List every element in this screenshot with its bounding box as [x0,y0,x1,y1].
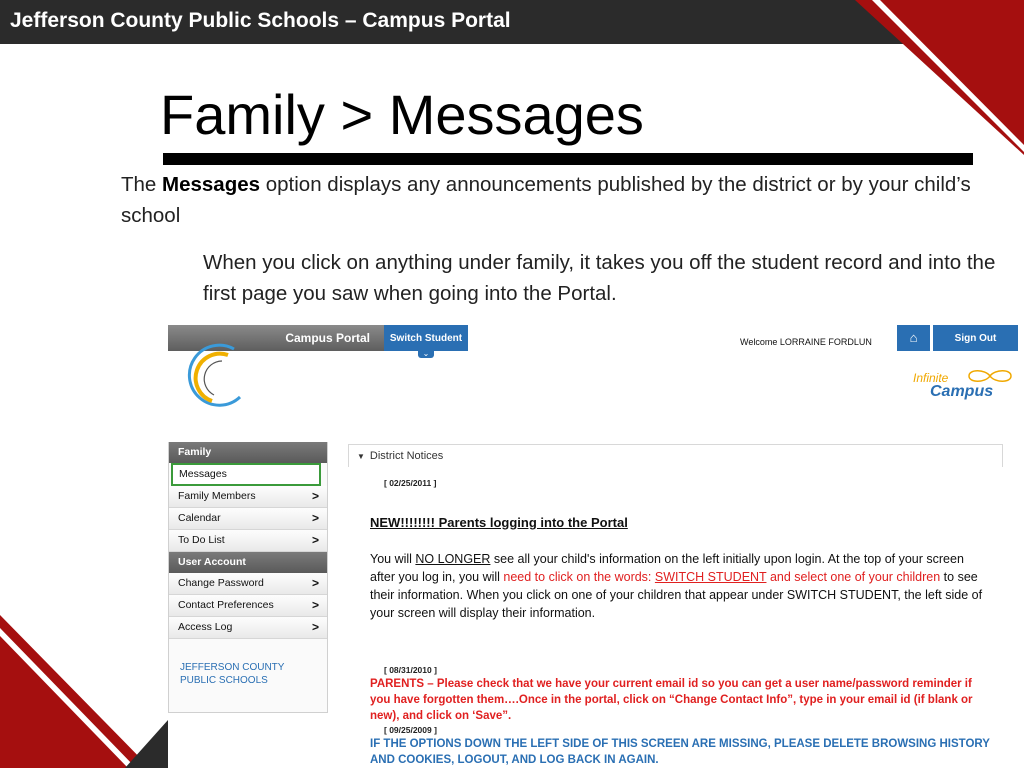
intro-rest: option displays any announcements published by the district or by your child’s school [121,173,971,227]
sign-out-button[interactable]: Sign Out [933,325,1018,351]
district-name-line2: PUBLIC SCHOOLS [180,675,268,686]
intro-paragraph [121,169,1021,231]
district-name-line1: JEFFERSON COUNTY [180,662,285,673]
intro-bold-term: Messages [162,173,261,196]
chevron-right-icon: > [311,576,319,590]
corner-red-bottom [0,615,150,768]
sidebar-item-calendar[interactable] [169,508,327,530]
welcome-text: Welcome LORRAINE FORDLUN [740,337,872,347]
sidebar-item-access-log[interactable] [169,617,327,639]
chevron-right-icon: > [311,489,319,503]
chevron-right-icon: > [311,620,319,634]
title-underline [163,153,973,165]
sidebar-item-label: Calendar [178,512,221,524]
collapse-triangle-icon[interactable]: ▼ [357,452,365,461]
notice-emphasis: NO LONGER [415,552,491,566]
notice-text: to see their information. When you click on one of your children that appear under SWITCH STUDENT, the left side of your screen will display their information. [370,570,983,620]
slide-header-title: Jefferson County Public Schools – Campus Portal [10,9,511,32]
notice-body: PARENTS – Please check that we have your current email id so you can get a user name/password reminder if you have forgotten them….Once in the portal, click on “Change Contact Info”, type in your email id (if blank or new), and click on ‘Save”. [370,678,973,722]
sidebar-item-to-do-list[interactable] [169,530,327,552]
sidebar-item-change-password[interactable] [169,573,327,595]
chevron-right-icon: > [311,511,319,525]
logo-text-bottom: Campus [930,383,994,400]
chevron-right-icon: > [311,533,319,547]
portal-screenshot [168,325,1024,768]
switch-student-button[interactable]: Switch Student [384,325,468,351]
intro-prefix: The [121,173,163,196]
notice-red-link: SWITCH STUDENT [654,570,767,584]
notice-date: [ 09/25/2009 ] [384,725,437,735]
sidebar-item-label: To Do List [178,534,225,546]
corner-stripe-bottom [0,628,136,768]
sidebar-section-family: Family [169,442,327,463]
notice-red-text: and select one of your children [766,570,944,584]
sidebar-item-label: Messages [179,468,227,480]
portal-sidebar [168,442,328,713]
notice-title: NEW!!!!!!!! Parents logging into the Portal [370,515,628,530]
sidebar-item-label: Contact Preferences [178,599,274,611]
notice-body: IF THE OPTIONS DOWN THE LEFT SIDE OF THIS SCREEN ARE MISSING, PLEASE DELETE BROWSING HISTORY AND COOKIES, LOGOUT, AND LOG BACK IN AGAIN. [370,738,990,766]
sidebar-item-contact-preferences[interactable] [169,595,327,617]
sidebar-section-user-account: User Account [169,552,327,573]
corner-dark-bottom [125,720,168,768]
sidebar-item-label: Change Password [178,577,264,589]
sidebar-district-name [180,661,284,687]
chevron-right-icon: > [311,598,319,612]
notice-date: [ 08/31/2010 ] [384,665,437,675]
notice-text: see all your child's information on the left initially upon login. At the top of your screen after you log in, you will [370,552,964,584]
home-icon: ⌂ [909,330,918,345]
notice-text: You will [370,552,416,566]
notice-red-text: need to click on the words: [503,570,655,584]
infinite-campus-logo [913,367,1018,407]
sidebar-item-messages[interactable] [171,463,321,486]
portal-header-title: Campus Portal [285,331,370,345]
sidebar-item-family-members[interactable] [169,486,327,508]
slide-header-bar [0,0,1024,44]
logo-text-top: Infinite [913,371,949,385]
notice-body [370,550,990,622]
slide-title: Family > Messages [160,83,644,146]
notice-date: [ 02/25/2011 ] [384,478,437,488]
district-notices-header[interactable] [348,444,1003,467]
district-logo [184,337,244,411]
district-notices-title: District Notices [369,450,444,462]
sidebar-item-label: Access Log [178,621,233,633]
chevron-down-icon[interactable]: ⌄ [418,349,434,358]
sidebar-item-label: Family Members [178,490,256,502]
home-button[interactable] [897,325,930,351]
detail-paragraph: When you click on anything under family, it takes you off the student record and into the first page you saw when going into the Portal. [203,251,996,305]
